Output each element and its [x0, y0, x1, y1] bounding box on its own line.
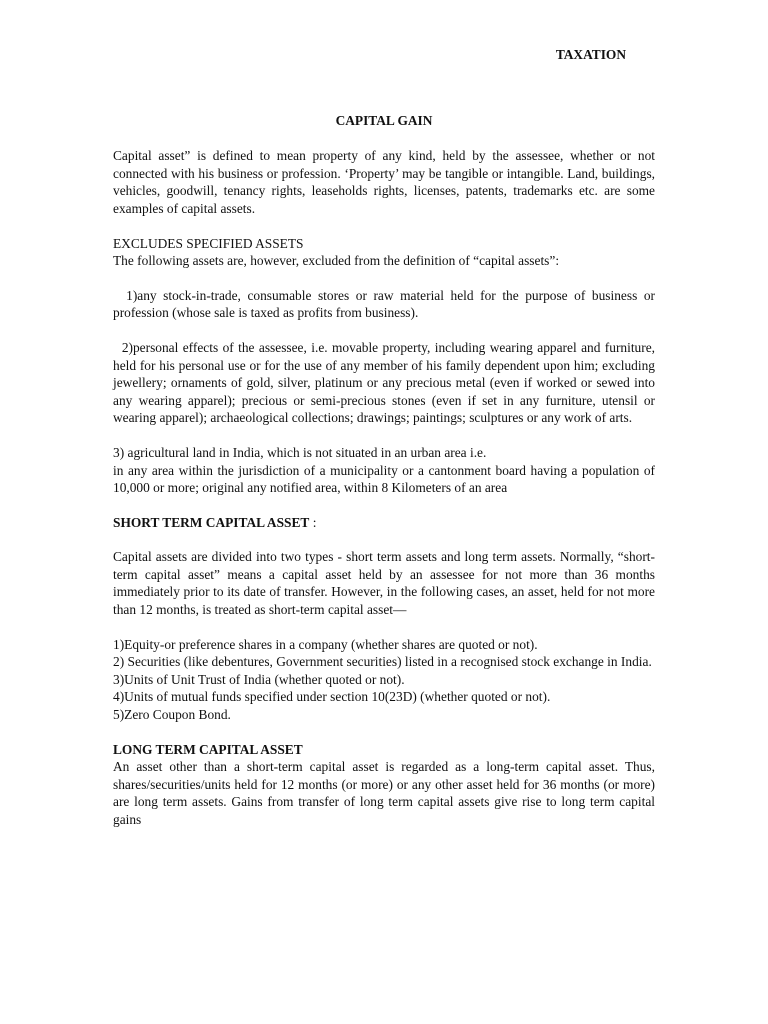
short-term-heading: SHORT TERM CAPITAL ASSET	[113, 514, 310, 530]
list-item: 1)Equity-or preference shares in a company (whether shares are quoted or not).	[113, 636, 538, 652]
excludes-heading: EXCLUDES SPECIFIED ASSETS	[113, 235, 304, 251]
excludes-item-3-line1: 3) agricultural land in India, which is not situated in an urban area i.e.	[113, 444, 487, 460]
excludes-item-3-line2: in any area within the jurisdiction of a municipality or a cantonment board having a population of 10,000 or more; original any notified area, within 8 Kilometers of an area	[113, 462, 655, 496]
long-term-heading: LONG TERM CAPITAL ASSET	[113, 741, 303, 757]
list-item: 5)Zero Coupon Bond.	[113, 707, 231, 723]
long-term-body: An asset other than a short-term capital asset is regarded as a long-term capital asset. Thus, shares/securities/units held for 12 months (or more) or any other asset held for 36 months (or more) are long term assets. Gains from transfer of long term capital assets give rise to long term capital gains	[113, 759, 655, 827]
short-term-body: Capital assets are divided into two types - short term assets and long term assets. Normally, “short-term capital asset” means a capital asset held by an assessee for not more than 36 months immediately prior to its date of transfer. However, in the following cases, an asset, held for not more than 12 months, is treated as short-term capital asset—	[113, 549, 655, 618]
short-term-heading-line	[113, 514, 655, 532]
list-item: 4)Units of mutual funds specified under section 10(23D) (whether quoted or not).	[113, 689, 551, 705]
header-title: TAXATION	[555, 47, 626, 62]
intro-paragraph: Capital asset” is defined to mean property of any kind, held by the assessee, whether or not connected with his business or profession. ‘Property’ may be tangible or intangible. Land, buildings, vehicles, goodwill, tenancy rights, leaseholds rights, licenses, patents, trademarks etc. are some examples of capital assets.	[113, 148, 655, 216]
excludes-lead: The following assets are, however, excluded from the definition of “capital assets”:	[113, 253, 560, 269]
short-term-heading-suffix: :	[309, 514, 317, 530]
excludes-item-2: 2)personal effects of the assessee, i.e. movable property, including wearing apparel and furniture, held for his personal use or for the use of any member of his family dependent upon him; excluding jewellery; ornaments of gold, silver, platinum or any precious metal (even if worked or sewed into any wearing apparel); precious or semi-precious stones (even if set in any furniture, utensil or wearing apparel); archaeological collections; drawings; paintings; sculptures or any work of arts.	[113, 339, 662, 426]
short-term-list	[113, 636, 655, 724]
list-item: 3)Units of Unit Trust of India (whether quoted or not).	[113, 671, 405, 687]
document-title: CAPITAL GAIN	[335, 112, 433, 128]
list-item: 2) Securities (like debentures, Government securities) listed in a recognised stock exchange in India.	[113, 654, 652, 670]
excludes-item-1: 1)any stock-in-trade, consumable stores or raw material held for the purpose of business or profession (whose sale is taxed as profits from business).	[113, 287, 659, 321]
